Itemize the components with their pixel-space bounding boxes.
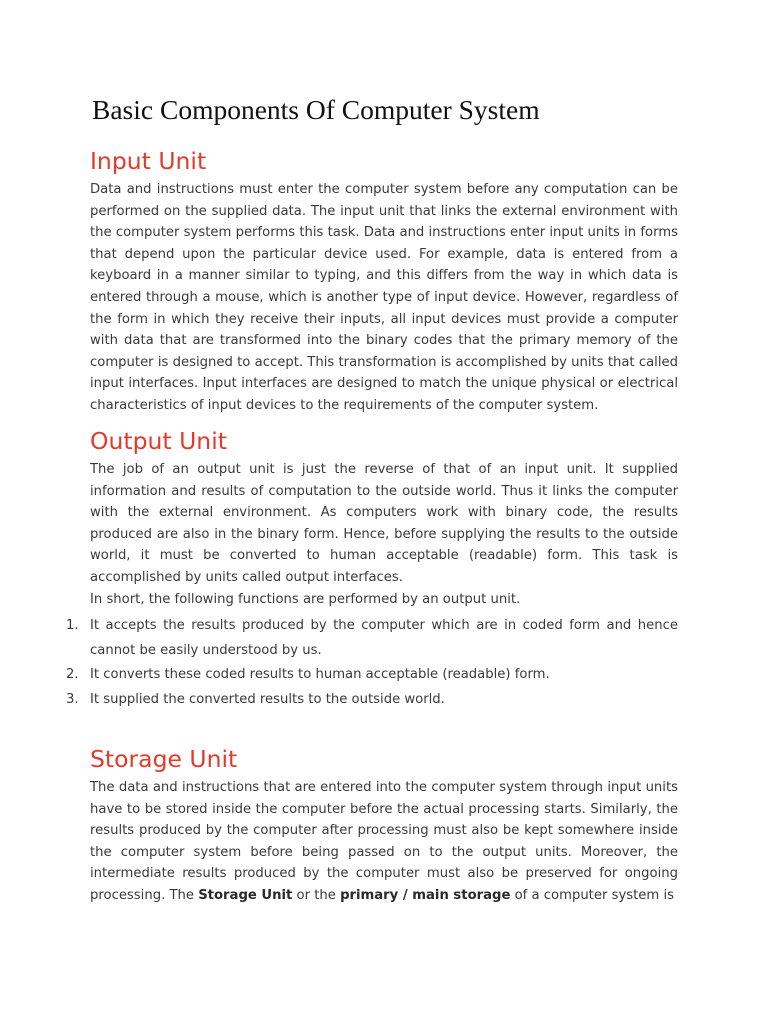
list-item [66,688,678,713]
list-item-number: 2. [66,667,79,682]
storage-text-mid: or the [292,887,341,903]
output-unit-heading: Output Unit [90,427,227,455]
storage-unit-term: Storage Unit [198,887,293,903]
input-unit-paragraph: Data and instructions must enter the computer system before any computation can be performed on the supplied data. The input unit that links the external environment with the computer system performs this task. Data and instructions enter input units in forms that depend upon the particular device used. For example, data is entered from a keyboard in a manner similar to typing, and this differs from the way in which data is entered through a mouse, which is another type of input device. However, regardless of the form in which they receive their inputs, all input devices must provide a computer with data that are transformed into the binary codes that the primary memory of the computer is designed to accept. This transformation is accomplished by units that called input interfaces. Input interfaces are designed to match the unique physical or electrical characteristics of input devices to the requirements of the computer system. [90,182,678,413]
list-item-text: It converts these coded results to human acceptable (readable) form. [90,667,550,682]
input-unit-heading: Input Unit [90,147,207,175]
output-unit-paragraph: The job of an output unit is just the reverse of that of an input unit. It supplied information and results of computation to the outside world. Thus it links the computer with the external environment. As computers work with binary code, the results produced are also in the binary form. Hence, before supplying the results to the outside world, it must be converted to human acceptable (readable) form. This task is accomplished by units called output interfaces. [90,462,678,585]
output-functions-list [66,614,678,712]
storage-unit-heading: Storage Unit [90,745,238,773]
list-item [66,663,678,688]
document-title: Basic Components Of Computer System [92,94,540,125]
list-item-text: It accepts the results produced by the computer which are in coded form and hence cannot be easily understood by us. [90,618,678,658]
output-unit-intro: In short, the following functions are performed by an output unit. [90,592,521,607]
storage-text-end: of a computer system is [510,887,674,903]
list-item-number: 1. [66,618,79,633]
list-item-text: It supplied the converted results to the outside world. [90,691,445,707]
list-item-number: 3. [66,691,79,707]
list-item [66,614,678,663]
primary-storage-term: primary / main storage [340,887,511,903]
storage-unit-paragraph [90,777,678,907]
storage-text-start: The data and instructions that are entered into the computer system through input units have to be stored inside the computer before the actual processing starts. Similarly, the results produced by the computer after processing must also be kept somewhere inside the computer system before being passed on to the output units. Moreover, the intermediate results produced by the computer must also be preserved for ongoing processing. The [90,780,678,903]
